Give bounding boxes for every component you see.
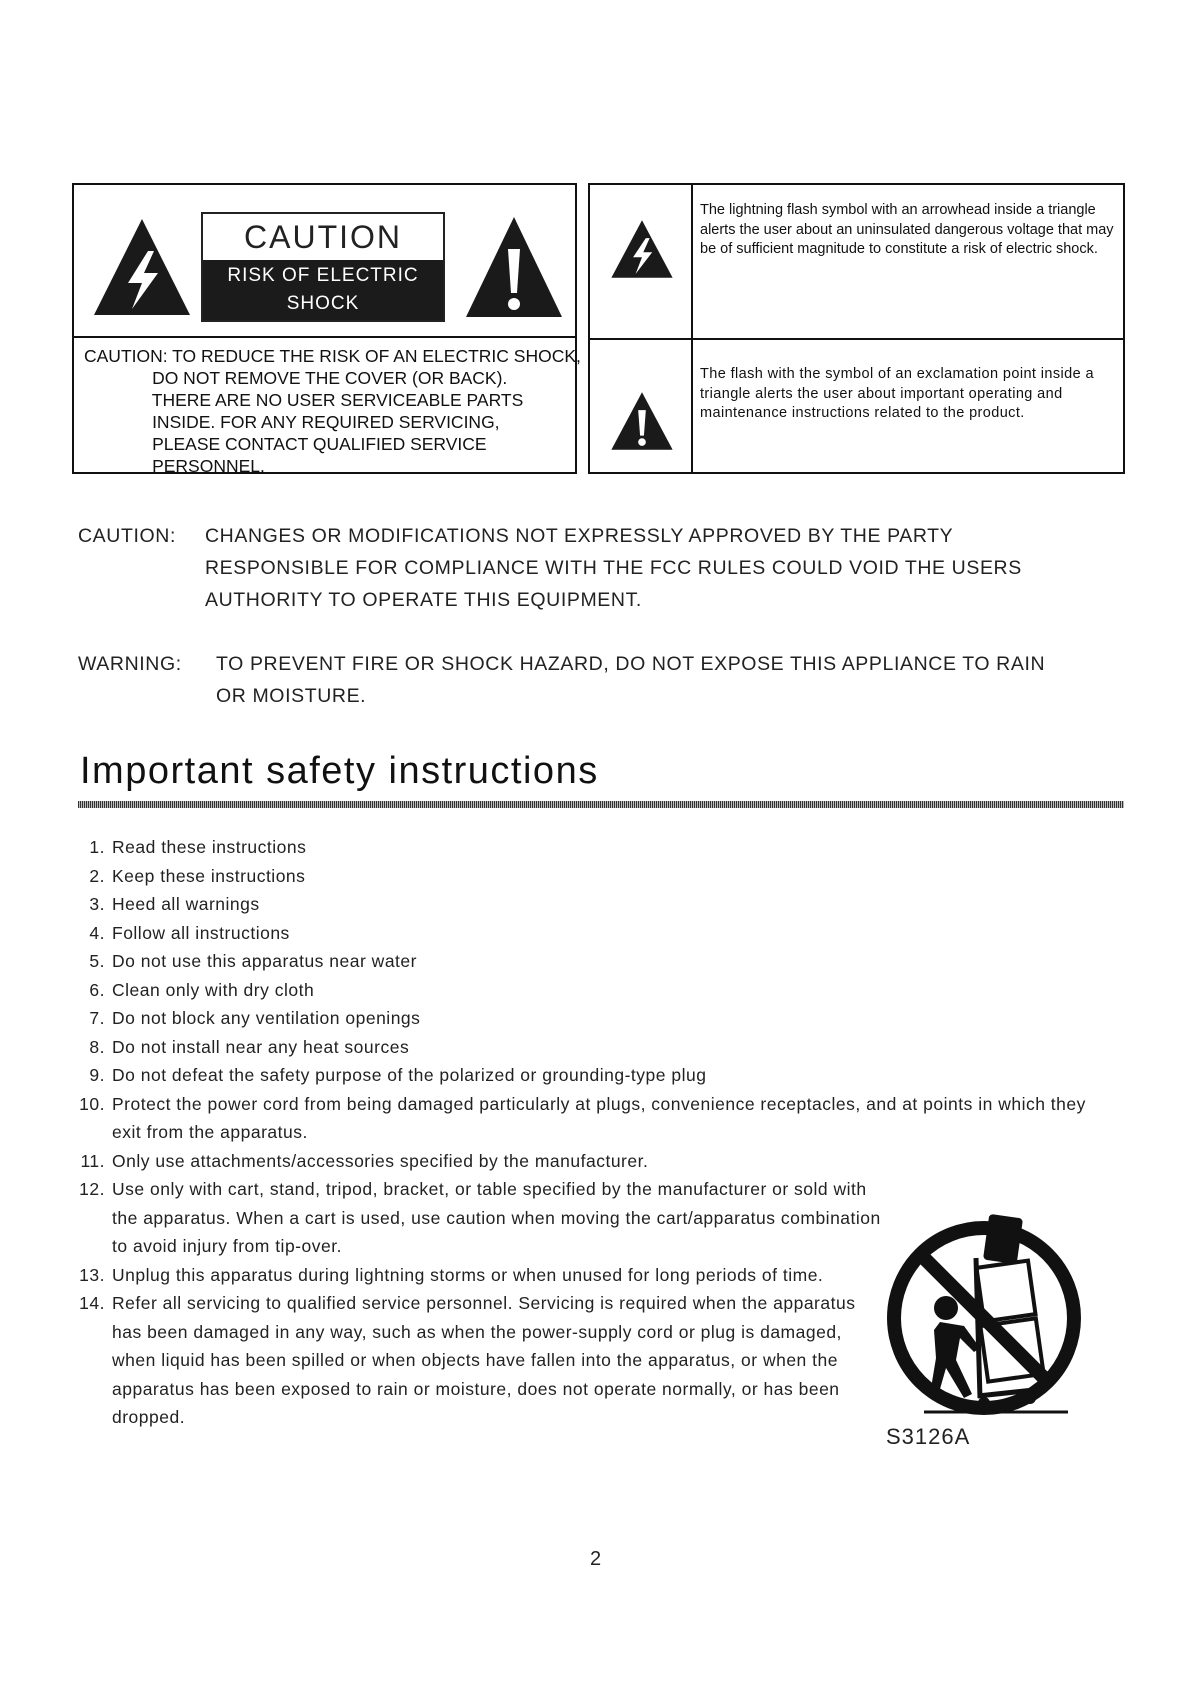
- cart-tip-over-warning-icon: [884, 1198, 1084, 1448]
- page-title: Important safety instructions: [80, 750, 599, 792]
- lightning-warning-icon: [610, 219, 674, 279]
- caution-label-line2: DO NOT OPEN: [251, 321, 395, 342]
- symbols-box-vertical-divider: [691, 185, 693, 472]
- list-item: 7. Do not block any ventilation openings: [89, 1008, 421, 1028]
- fcc-caution-text: CHANGES OR MODIFICATIONS NOT EXPRESSLY APPROVED BY THE PARTY RESPONSIBLE FOR COMPLIANCE WITH THE FCC RULES COULD VOID THE USERS AUTHORITY TO OPERATE THIS EQUIPMENT.: [205, 525, 1022, 611]
- list-item: 12. Use only with cart, stand, tripod, bracket, or table specified by the manufacturer or sold with the apparatus. When a cart is used, use caution when moving the cart/apparatus combination to avoid injury from tip-over.: [79, 1179, 881, 1256]
- caution-box: [72, 183, 581, 476]
- list-item: 8. Do not install near any heat sources: [89, 1036, 410, 1057]
- caution-box-divider: [74, 336, 575, 338]
- list-item: 13. Unplug this apparatus during lightning storms or when unused for long periods of time.: [79, 1264, 824, 1285]
- caution-label-band: [203, 260, 443, 342]
- list-item: 2. Keep these instructions: [89, 865, 306, 886]
- caution-box-text: CAUTION: TO REDUCE THE RISK OF AN ELECTRIC SHOCK, DO NOT REMOVE THE COVER (OR BACK). THERE ARE NO USER SERVICEABLE PARTS INSIDE. FOR ANY REQUIRED SERVICING, PLEASE CONTACT QUALIFIED SERVICE PERSONNEL.: [84, 346, 581, 476]
- caution-label-title: CAUTION: [244, 219, 402, 255]
- fcc-caution-label: CAUTION:: [78, 525, 176, 547]
- exclamation-symbol-text: The flash with the symbol of an exclamation point inside a triangle alerts the user about important operating and maintenance instructions related to the product.: [700, 366, 1094, 421]
- list-item: 10. Protect the power cord from being damaged particularly at plugs, convenience receptacles, and at points in which they exit from the apparatus.: [79, 1093, 1086, 1142]
- lightning-symbol-text: The lightning flash symbol with an arrowhead inside a triangle alerts the user about an uninsulated dangerous voltage that may be of sufficient magnitude to constitute a risk of electric shock.: [700, 202, 1114, 257]
- exclamation-warning-icon: [610, 391, 674, 451]
- fire-warning-text: TO PREVENT FIRE OR SHOCK HAZARD, DO NOT EXPOSE THIS APPLIANCE TO RAIN OR MOISTURE.: [216, 653, 1046, 707]
- list-item: 14. Refer all servicing to qualified service personnel. Servicing is required when the apparatus has been damaged in any way, such as when the power-supply cord or plug is damaged, when liquid has been spilled or when objects have fallen into the apparatus, or when the apparatus has been exposed to rain or moisture, does not operate normally, or has been dropped.: [79, 1293, 856, 1427]
- lightning-warning-icon: [92, 217, 192, 317]
- list-item: 9. Do not defeat the safety purpose of the polarized or grounding-type plug: [89, 1065, 707, 1085]
- caution-label: [201, 212, 445, 342]
- list-item: 11. Only use attachments/accessories specified by the manufacturer.: [80, 1150, 649, 1171]
- exclamation-warning-icon: [464, 215, 564, 319]
- symbols-box: [588, 183, 1125, 474]
- list-item: 5. Do not use this apparatus near water: [89, 951, 417, 971]
- list-item: 6. Clean only with dry cloth: [89, 979, 315, 1000]
- list-item: 3. Heed all warnings: [89, 894, 260, 914]
- symbols-box-horizontal-divider: [590, 338, 1123, 340]
- list-item: 4. Follow all instructions: [89, 922, 290, 943]
- fire-warning-label: WARNING:: [78, 653, 182, 675]
- caution-label-line1: RISK OF ELECTRIC SHOCK: [227, 265, 419, 314]
- cart-symbol-code: S3126A: [886, 1424, 971, 1449]
- list-item: 1. Read these instructions: [89, 837, 307, 857]
- fcc-caution-notice: [78, 520, 1118, 620]
- page-number: 2: [590, 1548, 602, 1570]
- fire-warning-notice: [78, 648, 1118, 718]
- heading-rule: [78, 801, 1124, 808]
